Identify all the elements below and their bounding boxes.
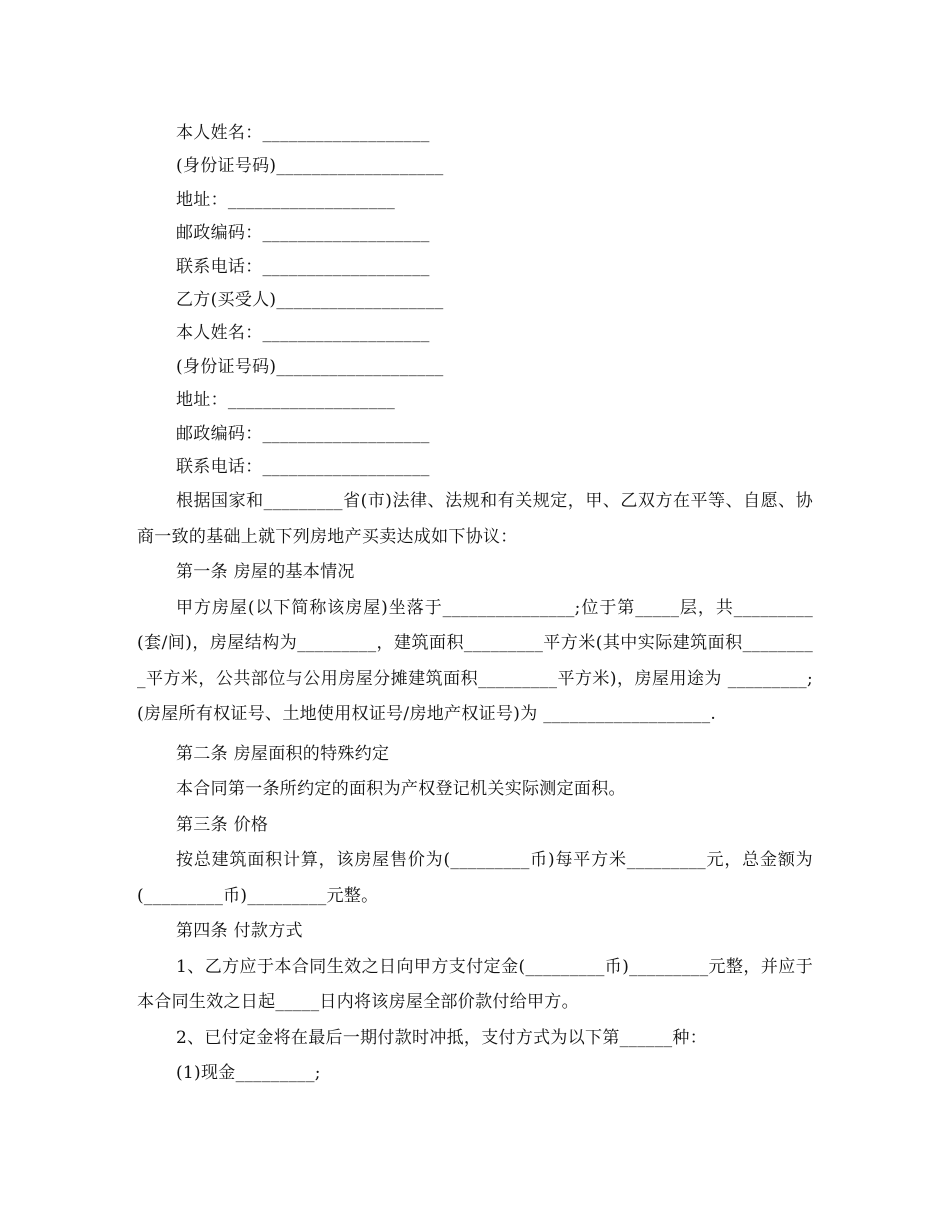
preamble-paragraph: 根据国家和_________省(市)法律、法规和有关规定，甲、乙双方在平等、自愿、协商一致的基础上就下列房地产买卖达成如下协议： (137, 491, 813, 547)
party-b-id-field: (身份证号码)___________________ (176, 356, 444, 377)
party-a-name-field: 本人姓名：___________________ (176, 123, 430, 143)
article-4-item-1: 1、乙方应于本合同生效之日向甲方支付定金(_________币)_________元整，并应于本合同生效之日起_____日内将该房屋全部价款付给甲方。 (137, 956, 813, 1013)
party-a-phone-field: 联系电话：___________________ (176, 256, 430, 277)
article-4-option-cash: (1)现金_________; (176, 1063, 321, 1084)
article-2-heading: 第二条 房屋面积的特殊约定 (176, 743, 390, 764)
article-1-heading: 第一条 房屋的基本情况 (176, 562, 355, 583)
article-4-item-2: 2、已付定金将在最后一期付款时冲抵，支付方式为以下第______种： (176, 1027, 708, 1048)
article-3-heading: 第三条 价格 (176, 814, 269, 835)
party-b-name-field: 本人姓名：___________________ (176, 323, 430, 344)
article-1-body: 甲方房屋(以下简称该房屋)坐落于_______________;位于第_____层，共_________(套/间)，房屋结构为_________，建筑面积_________平方米(其中实际建筑面积_________平方米，公共部位与公用房屋分摊建筑面积_________平方米)，房屋用途为 _________; (房屋所有权证号、土地使用权证号/房地产权证号)为 ___________________. (137, 597, 813, 725)
party-b-phone-field: 联系电话：___________________ (176, 456, 430, 477)
article-4-heading: 第四条 付款方式 (176, 921, 303, 942)
party-b-postcode-field: 邮政编码：___________________ (176, 423, 430, 444)
party-b-label: 乙方(买受人)___________________ (176, 289, 444, 310)
article-3-body: 按总建筑面积计算，该房屋售价为(_________币)每平方米_________元，总金额为(_________币)_________元整。 (137, 850, 813, 906)
party-a-postcode-field: 邮政编码：___________________ (176, 223, 430, 244)
party-b-address-field: 地址：___________________ (176, 390, 396, 411)
contract-body (137, 117, 813, 1092)
party-a-address-field: 地址：___________________ (176, 189, 396, 210)
article-2-body: 本合同第一条所约定的面积为产权登记机关实际测定面积。 (176, 779, 626, 800)
party-a-id-field: (身份证号码)___________________ (176, 156, 444, 177)
